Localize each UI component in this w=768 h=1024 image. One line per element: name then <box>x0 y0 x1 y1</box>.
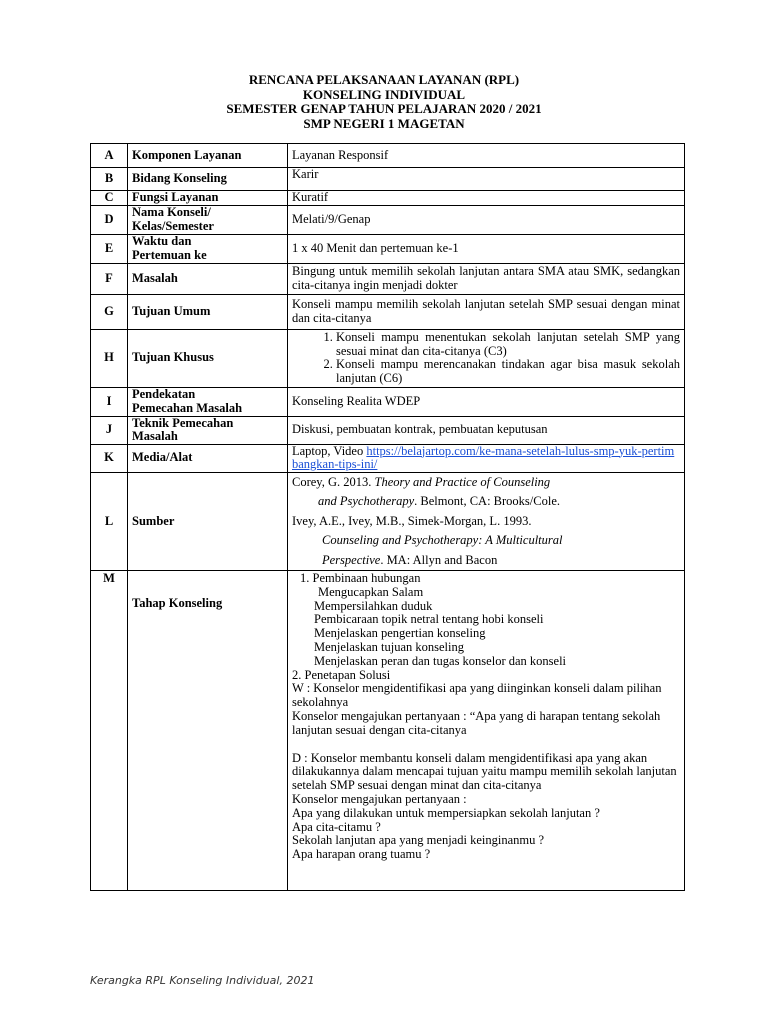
row-value: Diskusi, pembuatan kontrak, pembuatan keputusan <box>288 416 685 444</box>
row-value: 1 x 40 Menit dan pertemuan ke-1 <box>288 234 685 263</box>
stage-step: Pembicaraan topik netral tentang hobi konseli <box>314 612 544 627</box>
row-code: D <box>91 205 128 234</box>
stage-step: Menjelaskan pengertian konseling <box>314 626 486 641</box>
row-label <box>128 234 288 263</box>
row-h <box>91 329 685 387</box>
row-value <box>288 472 685 571</box>
stage-text: W : Konselor mengidentifikasi apa yang diinginkan konseli dalam pilihan sekolahnya <box>292 681 662 710</box>
stage-title: 1. Pembinaan hubungan <box>300 571 421 585</box>
list-item: 1. Konseli mampu menentukan sekolah lanjutan setelah SMP yang sesuai minat dan cita-citanya (C3) <box>336 331 680 358</box>
row-label: Fungsi Layanan <box>128 191 288 206</box>
row-label-line: Pertemuan ke <box>132 247 207 262</box>
reference-title: Theory and Practice of Counseling <box>374 474 551 489</box>
row-label-line: Pendekatan <box>132 387 196 401</box>
title-line-4: SMP NEGERI 1 MAGETAN <box>303 115 465 131</box>
rpl-table <box>90 143 685 891</box>
list-item: 2. Konseli mampu merencanakan tindakan agar bisa masuk sekolah lanjutan (C6) <box>336 358 680 385</box>
reference-line <box>292 492 680 512</box>
stage-step: Mempersilahkan duduk <box>314 598 433 613</box>
row-e <box>91 234 685 263</box>
row-code: E <box>91 234 128 263</box>
row-b <box>91 168 685 191</box>
question-line: Apa yang dilakukan untuk mempersiapkan sekolah lanjutan ? <box>292 805 600 820</box>
row-label <box>128 416 288 444</box>
row-code: C <box>91 191 128 206</box>
reference-title: and Psychotherapy <box>318 494 415 508</box>
reference-title: Counseling and Psychotherapy: A Multicultural <box>322 533 563 547</box>
row-label-line: Teknik Pemecahan <box>132 415 234 430</box>
row-code: B <box>91 168 128 191</box>
stage-title: 2. Penetapan Solusi <box>292 667 391 682</box>
stage-text: Konselor mengajukan pertanyaan : “Apa yang di harapan tentang sekolah lanjutan sesuai dengan cita-citanya <box>292 708 661 737</box>
reference-text: Corey, G. 2013. <box>292 474 375 489</box>
media-prefix: Laptop, Video <box>292 443 367 458</box>
row-k <box>91 444 685 472</box>
row-code: I <box>91 387 128 416</box>
row-code: M <box>91 571 128 891</box>
row-f <box>91 263 685 294</box>
question-line: Apa cita-citamu ? <box>292 819 381 834</box>
row-value: Melati/9/Genap <box>288 205 685 234</box>
stage-text: D : Konselor membantu konseli dalam mengidentifikasi apa yang akan dilakukannya dalam mencapai tujuan yaitu mampu memilih sekolah lanjutan setelah SMP sesuai dengan minat dan cita-citanya <box>292 750 677 793</box>
row-label-line: Pemecahan Masalah <box>132 400 243 415</box>
reference-line <box>292 531 680 551</box>
reference-line <box>292 551 680 571</box>
row-label: Tujuan Khusus <box>128 329 288 387</box>
row-label-line: Masalah <box>132 429 178 443</box>
row-d <box>91 205 685 234</box>
row-value <box>288 571 685 891</box>
question-line: Sekolah lanjutan apa yang menjadi keinginanmu ? <box>292 833 545 848</box>
title-line-3: SEMESTER GENAP TAHUN PELAJARAN 2020 / 2021 <box>226 101 542 116</box>
row-i <box>91 387 685 416</box>
row-code: G <box>91 294 128 329</box>
row-label-line: Kelas/Semester <box>132 218 214 233</box>
row-m <box>91 571 685 891</box>
row-value: Konseling Realita WDEP <box>288 387 685 416</box>
row-label: Media/Alat <box>128 444 288 472</box>
stage-step: Menjelaskan tujuan konseling <box>314 639 464 654</box>
row-value: Karir <box>288 168 685 191</box>
reference-line <box>292 473 680 493</box>
reference-text: . Belmont, CA: Brooks/Cole. <box>414 494 560 508</box>
document-header <box>0 73 768 131</box>
row-value: Konseli mampu memilih sekolah lanjutan setelah SMP sesuai dengan minat dan cita-citanya <box>288 294 685 329</box>
page-footer: Kerangka RPL Konseling Individual, 2021 <box>90 974 315 987</box>
spacer <box>292 738 680 752</box>
video-link[interactable]: https://belajartop.com/ke-mana-setelah-lulus-smp-yuk-pertimbangkan-tips-ini/ <box>292 443 675 471</box>
row-code: H <box>91 329 128 387</box>
goal-list <box>292 331 680 385</box>
row-value: Bingung untuk memilih sekolah lanjutan antara SMA atau SMK, sedangkan cita-citanya ingin menjadi dokter <box>288 263 685 294</box>
row-label <box>128 387 288 416</box>
reference-title: Perspective <box>322 552 381 567</box>
row-label-line: Waktu dan <box>132 234 192 248</box>
stage-step: Mengucapkan Salam <box>318 584 424 599</box>
stage-text: Konselor mengajukan pertanyaan : <box>292 791 467 806</box>
row-value <box>288 444 685 472</box>
title-line-2: KONSELING INDIVIDUAL <box>302 86 466 102</box>
row-code: L <box>91 472 128 571</box>
row-label-line: Nama Konseli/ <box>132 205 211 219</box>
row-value <box>288 329 685 387</box>
row-l <box>91 472 685 571</box>
row-j <box>91 416 685 444</box>
title-line-1: RENCANA PELAKSANAAN LAYANAN (RPL) <box>248 72 520 87</box>
row-label: Bidang Konseling <box>128 168 288 191</box>
row-label: Komponen Layanan <box>128 144 288 168</box>
row-value: Kuratif <box>288 191 685 206</box>
stage-step: Menjelaskan peran dan tugas konselor dan konseli <box>314 653 567 668</box>
row-value: Layanan Responsif <box>288 144 685 168</box>
question-line: Apa harapan orang tuamu ? <box>292 847 431 862</box>
row-c <box>91 191 685 206</box>
row-code: J <box>91 416 128 444</box>
row-label: Masalah <box>128 263 288 294</box>
reference-line: Ivey, A.E., Ivey, M.B., Simek-Morgan, L. 1993. <box>292 513 532 528</box>
row-label: Sumber <box>128 472 288 571</box>
row-label: Tujuan Umum <box>128 294 288 329</box>
row-a <box>91 144 685 168</box>
row-code: F <box>91 263 128 294</box>
row-g <box>91 294 685 329</box>
reference-text: . MA: Allyn and Bacon <box>380 552 498 567</box>
row-code: K <box>91 444 128 472</box>
row-label <box>128 205 288 234</box>
row-code: A <box>91 144 128 168</box>
row-label: Tahap Konseling <box>128 571 288 891</box>
